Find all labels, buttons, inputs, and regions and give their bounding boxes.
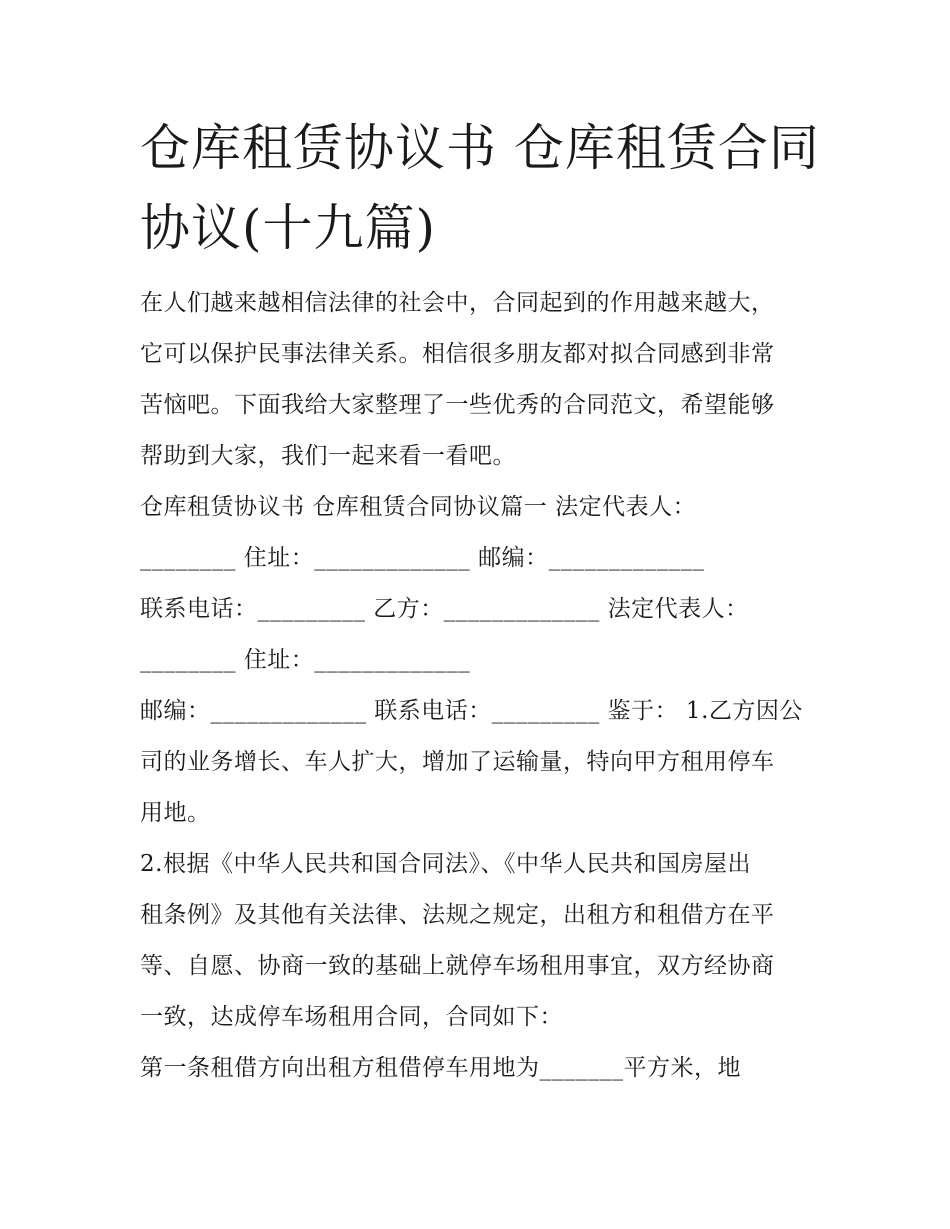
text-line: 2.根据《中华人民共和国合同法》、《中华人民共和国房屋出 [140,851,751,877]
text-line: ________ 住址：_____________ 邮编：_____________ [140,545,705,571]
title-line: 仓库租赁协议书 仓库租赁合同 [140,119,820,177]
text-line: 用地。 [140,800,211,826]
recital-paragraph-1 [140,686,820,839]
text-line: ________ 住址：_____________ [140,647,471,673]
party-info-paragraph [140,482,820,686]
text-line: 租条例》及其他有关法律、法规之规定，出租方和租借方在平 [140,902,775,928]
text-line: 司的业务增长、车人扩大，增加了运输量，特向甲方租用停车 [140,749,775,775]
text-line: 联系电话：_________ 乙方：_____________ 法定代表人： [140,596,749,622]
article-1-paragraph [140,1043,820,1094]
text-line: 仓库租赁协议书 仓库租赁合同协议篇一 法定代表人： [140,494,697,520]
document-page [140,108,820,1094]
text-line: 等、自愿、协商一致的基础上就停车场租用事宜，双方经协商 [140,953,775,979]
text-line: 在人们越来越相信法律的社会中，合同起到的作用越来越大， [140,290,775,316]
intro-paragraph [140,278,820,482]
text-line: 一致，达成停车场租用合同，合同如下： [140,1004,563,1030]
title-line: 协议(十九篇) [140,199,437,257]
text-line: 第一条租借方向出租方租借停车用地为_______平方米，地 [140,1055,741,1081]
document-title [140,108,820,268]
text-line: 邮编：_____________ 联系电话：_________ 鉴于： 1.乙方因公 [140,698,803,724]
text-line: 它可以保护民事法律关系。相信很多朋友都对拟合同感到非常 [140,341,775,367]
text-line: 苦恼吧。下面我给大家整理了一些优秀的合同范文，希望能够 [140,392,775,418]
text-line: 帮助到大家，我们一起来看一看吧。 [140,443,516,469]
recital-paragraph-2 [140,839,820,1043]
